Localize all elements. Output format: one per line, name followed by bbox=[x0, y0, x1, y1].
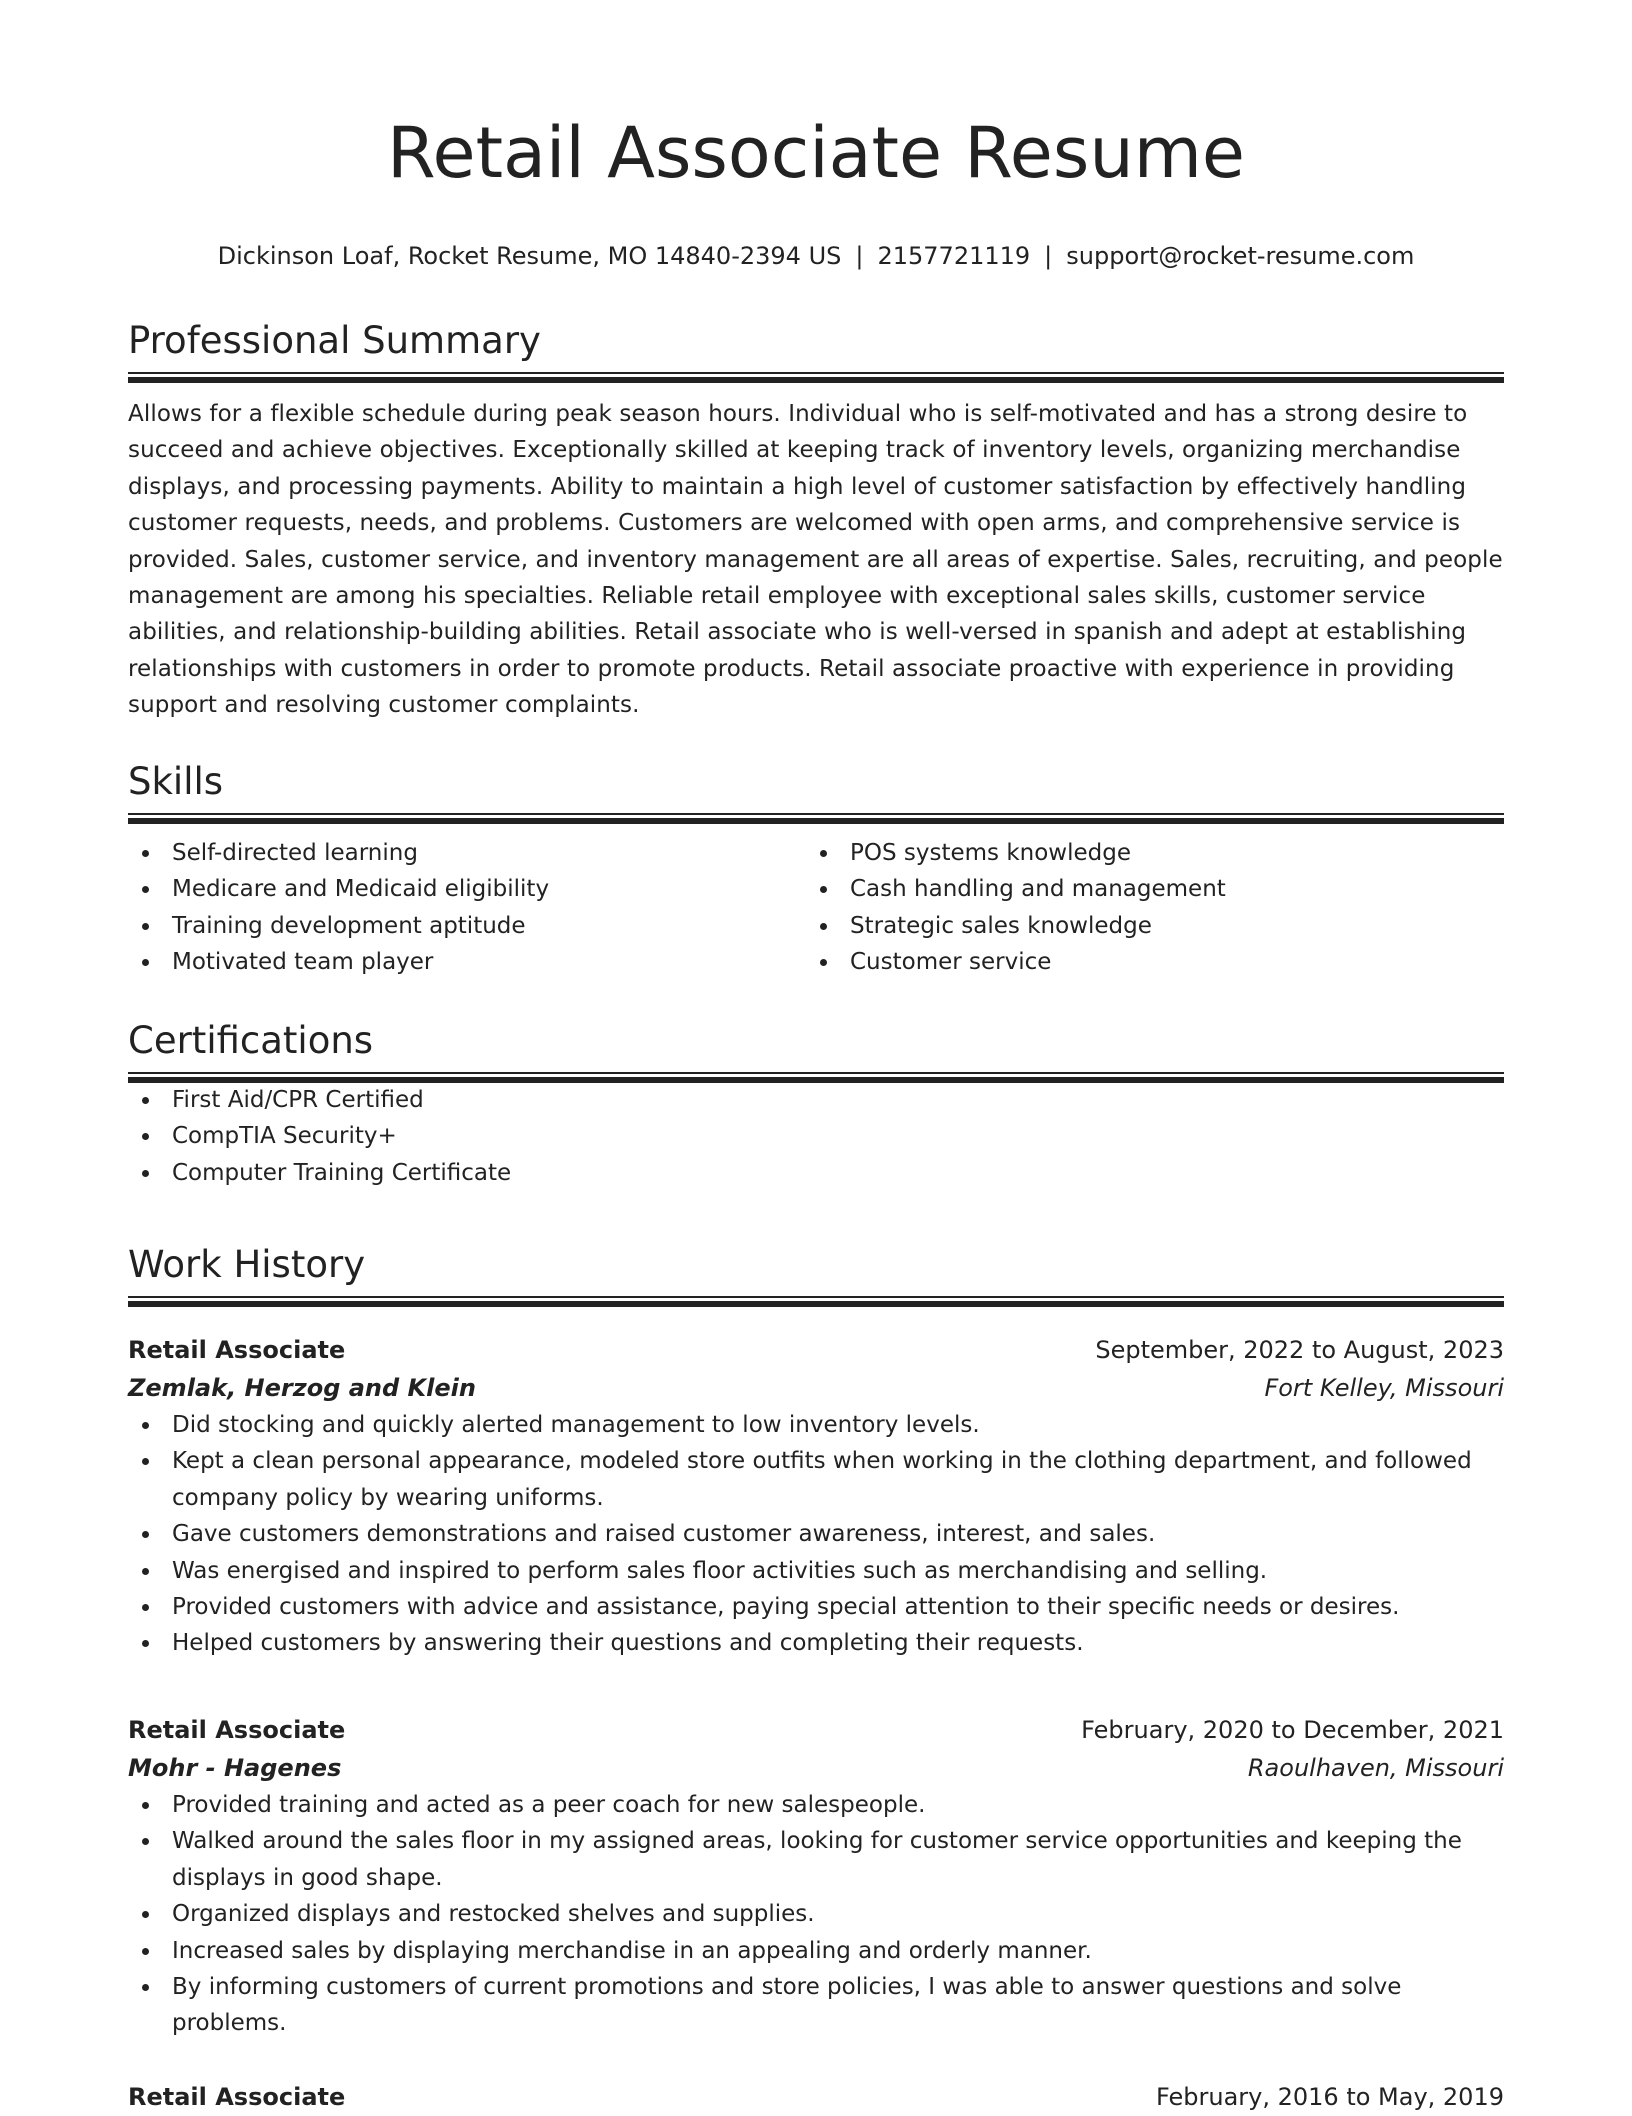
job-duty: By informing customers of current promotions and store policies, I was able to answer questions and solve problems. bbox=[128, 1969, 1504, 2042]
certification-item: First Aid/CPR Certified bbox=[128, 1082, 1504, 1118]
job-dates: February, 2020 to December, 2021 bbox=[1081, 1716, 1504, 1744]
contact-phone: 2157721119 bbox=[877, 242, 1031, 270]
summary-text: Allows for a flexible schedule during peak season hours. Individual who is self-motivated and has a strong desire to succeed and achieve objectives. Exceptionally skilled at keeping track of inventory levels, organizing merchandise displays, and processing payments. Ability to maintain a high level of customer satisfaction by effectively handling customer requests, needs, and problems. Customers are welcomed with open arms, and comprehensive service is provided. Sales, customer service, and inventory management are all areas of expertise. Sales, recruiting, and people management are among his specialties. Reliable retail employee with exceptional sales skills, customer service abilities, and relationship-building abilities. Retail associate who is well-versed in spanish and adept at establishing relationships with customers in order to promote products. Retail associate proactive with experience in providing support and resolving customer complaints. bbox=[128, 401, 1503, 719]
job-duty: Gave customers demonstrations and raised customer awareness, interest, and sales. bbox=[128, 1516, 1504, 1552]
job-duty: Did stocking and quickly alerted management to low inventory levels. bbox=[128, 1407, 1504, 1443]
skills-grid bbox=[128, 835, 1504, 981]
skill-item: Motivated team player bbox=[128, 944, 806, 980]
job-entry bbox=[128, 2078, 1504, 2116]
job-title-row bbox=[128, 1331, 1504, 1369]
summary-section bbox=[128, 318, 1504, 724]
contact-separator: | bbox=[855, 242, 864, 270]
job-duty: Provided training and acted as a peer coach for new salespeople. bbox=[128, 1787, 1504, 1823]
certifications-heading: Certifications bbox=[128, 1019, 374, 1062]
certification-item: CompTIA Security+ bbox=[128, 1118, 1504, 1154]
job-title-row bbox=[128, 1711, 1504, 1749]
section-divider bbox=[128, 1072, 1504, 1082]
job-duty: Kept a clean personal appearance, modeled store outfits when working in the clothing department, and followed company policy by wearing uniforms. bbox=[128, 1443, 1504, 1516]
skills-list-right bbox=[806, 835, 1484, 981]
contact-email[interactable]: support@rocket-resume.com bbox=[1066, 242, 1415, 270]
section-divider bbox=[128, 813, 1504, 823]
summary-heading: Professional Summary bbox=[128, 319, 541, 362]
skills-section bbox=[128, 759, 1504, 981]
contact-separator: | bbox=[1044, 242, 1053, 270]
skill-item: Training development aptitude bbox=[128, 908, 806, 944]
skills-list-left bbox=[128, 835, 806, 981]
certifications-section bbox=[128, 1018, 1504, 1191]
contact-address: Dickinson Loaf, Rocket Resume, MO 14840-2394 US bbox=[217, 242, 842, 270]
job-title: Retail Associate bbox=[128, 1716, 346, 1744]
skill-item: Self-directed learning bbox=[128, 835, 806, 871]
skill-item: Customer service bbox=[806, 944, 1484, 980]
page-title: Retail Associate Resume bbox=[387, 112, 1245, 194]
job-entry bbox=[128, 1711, 1504, 2042]
skill-item: Strategic sales knowledge bbox=[806, 908, 1484, 944]
job-dates: September, 2022 to August, 2023 bbox=[1095, 1336, 1504, 1364]
job-company: Mohr - Hagenes bbox=[128, 1754, 342, 1782]
job-duty: Organized displays and restocked shelves and supplies. bbox=[128, 1896, 1504, 1932]
job-duty: Was energised and inspired to perform sales floor activities such as merchandising and selling. bbox=[128, 1553, 1504, 1589]
job-company-row bbox=[128, 1749, 1504, 1787]
certifications-list bbox=[128, 1082, 1504, 1191]
job-duties-list bbox=[128, 1787, 1504, 2042]
job-entry bbox=[128, 1331, 1504, 1662]
skill-item: Medicare and Medicaid eligibility bbox=[128, 871, 806, 907]
job-company: Zemlak, Herzog and Klein bbox=[128, 1374, 476, 1402]
job-dates: February, 2016 to May, 2019 bbox=[1156, 2083, 1504, 2111]
contact-line bbox=[128, 241, 1504, 271]
job-duties-list bbox=[128, 1407, 1504, 1662]
section-divider bbox=[128, 1296, 1504, 1306]
job-duty: Walked around the sales floor in my assigned areas, looking for customer service opportunities and keeping the displays in good shape. bbox=[128, 1823, 1504, 1896]
job-company-row bbox=[128, 1369, 1504, 1407]
work-history-heading: Work History bbox=[128, 1243, 366, 1286]
job-location: Fort Kelley, Missouri bbox=[1264, 1374, 1504, 1402]
skill-item: POS systems knowledge bbox=[806, 835, 1484, 871]
job-title: Retail Associate bbox=[128, 2083, 346, 2111]
resume-page bbox=[128, 0, 1504, 2112]
work-history-section bbox=[128, 1242, 1504, 1306]
job-duty: Provided customers with advice and assistance, paying special attention to their specific needs or desires. bbox=[128, 1589, 1504, 1625]
job-duty: Helped customers by answering their questions and completing their requests. bbox=[128, 1625, 1504, 1661]
job-title-row bbox=[128, 2078, 1504, 2116]
job-duty: Increased sales by displaying merchandise in an appealing and orderly manner. bbox=[128, 1933, 1504, 1969]
section-divider bbox=[128, 372, 1504, 382]
skill-item: Cash handling and management bbox=[806, 871, 1484, 907]
skills-heading: Skills bbox=[128, 760, 224, 803]
job-title: Retail Associate bbox=[128, 1336, 346, 1364]
certification-item: Computer Training Certificate bbox=[128, 1155, 1504, 1191]
job-location: Raoulhaven, Missouri bbox=[1247, 1754, 1504, 1782]
